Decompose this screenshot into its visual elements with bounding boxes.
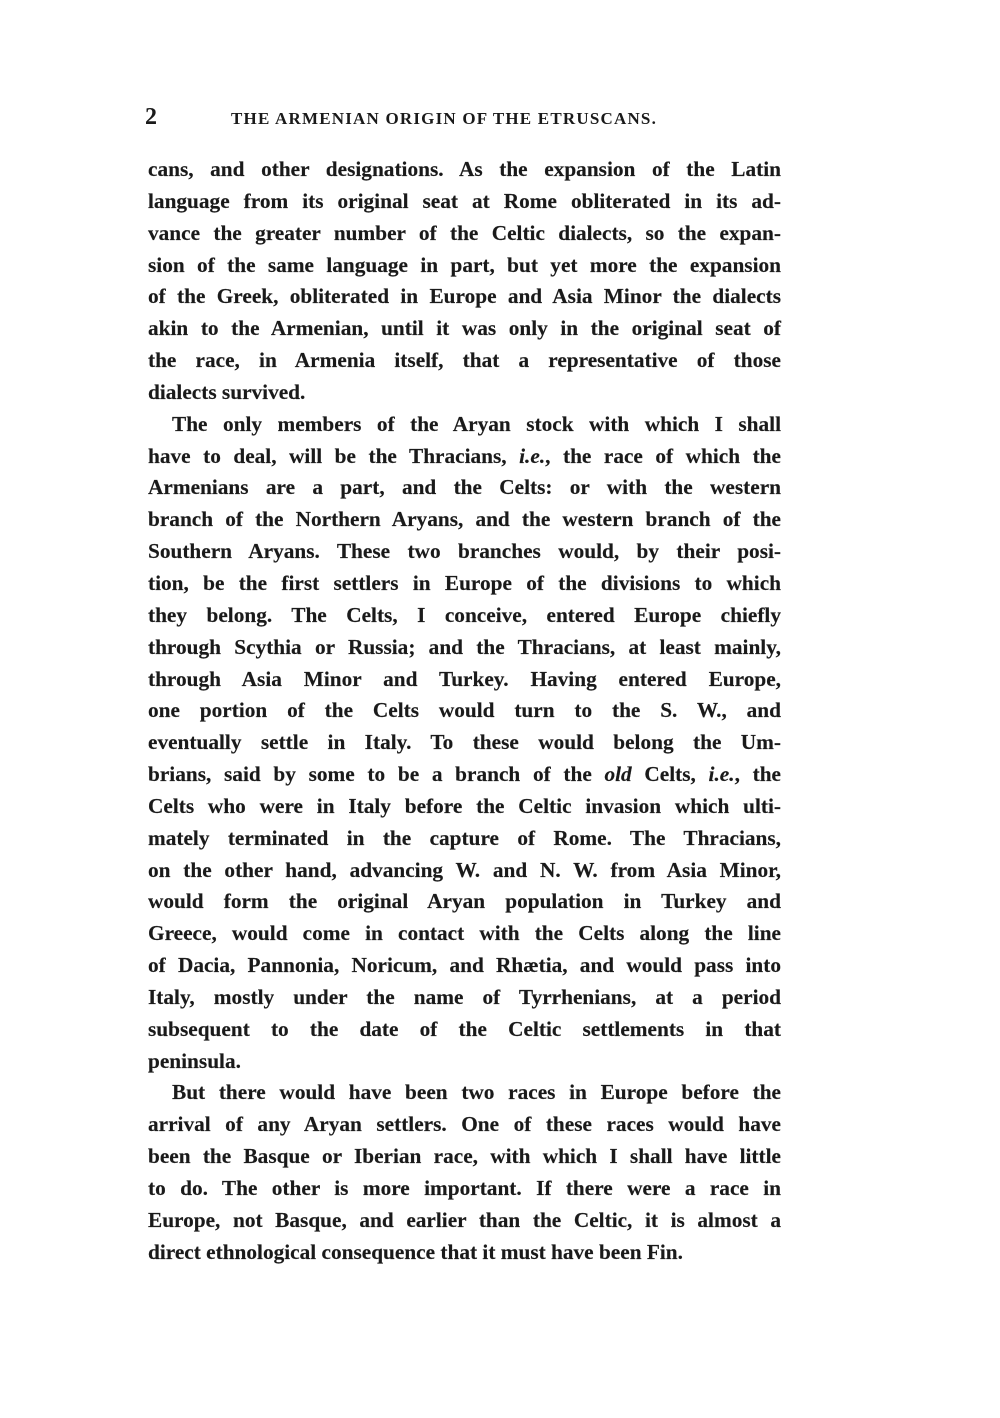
text-segment: of Dacia, Pannonia, Noricum, and Rhætia, and would pass into — [148, 953, 781, 978]
page-body-text — [148, 154, 781, 1269]
text-line — [148, 377, 781, 409]
text-segment: tion, be the first settlers in Europe of the divisions to which — [148, 570, 781, 595]
text-segment: through Scythia or Russia; and the Thracians, at least mainly, — [148, 634, 781, 659]
text-line — [148, 727, 781, 759]
text-segment: Southern Aryans. These two branches would, by their posi- — [148, 539, 781, 564]
text-segment: to do. The other is more important. If there were a race in — [148, 1176, 781, 1200]
text-segment: subsequent to the date of the Celtic settlements in that — [148, 1016, 781, 1041]
text-segment: peninsula. — [148, 1048, 241, 1073]
text-segment: Armenians are a part, and the Celts: or with the western — [148, 475, 781, 500]
text-segment: But there would have been two races in Europe before the — [172, 1080, 781, 1105]
text-line — [148, 281, 781, 313]
text-segment: Italy, mostly under the name of Tyrrhenians, at a period — [148, 984, 781, 1009]
text-line — [148, 154, 781, 186]
text-segment: of the Greek, obliterated in Europe and Asia Minor the dialects — [148, 284, 781, 309]
text-line — [148, 1205, 781, 1237]
italic-segment: i.e. — [708, 762, 735, 787]
text-line — [148, 441, 781, 473]
text-line — [148, 791, 781, 823]
text-segment: Europe, not Basque, and earlier than the Celtic, it is almost a — [148, 1207, 781, 1232]
text-line — [148, 1077, 781, 1109]
text-line — [148, 409, 781, 441]
text-segment: sion of the same language in part, but yet more the expansion — [148, 252, 781, 277]
text-line — [148, 1014, 781, 1046]
text-line — [148, 918, 781, 950]
text-segment: would form the original Aryan population in Turkey and — [148, 889, 781, 914]
text-segment: Greece, would come in contact with the Celts along the line — [148, 921, 781, 946]
text-line — [148, 1046, 781, 1078]
text-line — [148, 536, 781, 568]
text-segment: , the race of which the — [545, 443, 781, 468]
paragraph — [148, 1077, 781, 1268]
text-segment: The only members of the Aryan stock with which I shall — [172, 411, 781, 436]
text-segment: been the Basque or Iberian race, with which I shall have little — [148, 1144, 781, 1169]
text-line — [148, 886, 781, 918]
text-line — [148, 568, 781, 600]
text-line — [148, 345, 781, 377]
text-segment: on the other hand, advancing W. and N. W. from Asia Minor, — [148, 857, 781, 882]
text-line — [148, 600, 781, 632]
text-line — [148, 1141, 781, 1173]
text-line — [148, 1237, 781, 1269]
text-segment: direct ethnological consequence that it must have been Fin. — [148, 1239, 683, 1264]
text-segment: have to deal, will be the Thracians, — [148, 443, 520, 468]
text-segment: dialects survived. — [148, 379, 306, 404]
text-segment: branch of the Northern Aryans, and the western branch of the — [148, 507, 781, 532]
text-line — [148, 695, 781, 727]
text-line — [148, 250, 781, 282]
text-segment: , the — [734, 762, 781, 787]
running-header — [145, 104, 785, 134]
text-segment: brians, said by some to be a branch of the — [148, 762, 605, 787]
text-segment: the race, in Armenia itself, that a representative of those — [148, 348, 781, 373]
paragraph — [148, 409, 781, 1078]
text-line — [148, 504, 781, 536]
text-line — [148, 855, 781, 887]
text-line — [148, 218, 781, 250]
text-segment: eventually settle in Italy. To these would belong the Um- — [148, 730, 781, 755]
italic-segment: old — [604, 762, 632, 787]
page-number: 2 — [145, 104, 157, 130]
text-line — [148, 823, 781, 855]
text-segment: arrival of any Aryan settlers. One of these races would have — [148, 1112, 781, 1137]
text-segment: akin to the Armenian, until it was only in the original seat of — [148, 316, 781, 341]
text-segment: one portion of the Celts would turn to the S. W., and — [148, 698, 781, 723]
running-title: THE ARMENIAN ORIGIN OF THE ETRUSCANS. — [231, 109, 658, 128]
text-line — [148, 472, 781, 504]
text-line — [148, 313, 781, 345]
paragraph — [148, 154, 781, 409]
text-line — [148, 1109, 781, 1141]
text-segment: Celts, — [631, 762, 709, 787]
text-line — [148, 186, 781, 218]
text-segment: they belong. The Celts, I conceive, entered Europe chiefly — [148, 602, 781, 627]
text-segment: through Asia Minor and Turkey. Having entered Europe, — [148, 666, 781, 691]
text-segment: cans, and other designations. As the expansion of the Latin — [148, 157, 781, 181]
italic-segment: i.e. — [519, 443, 546, 468]
text-line — [148, 1173, 781, 1205]
text-segment: vance the greater number of the Celtic dialects, so the expan- — [148, 220, 781, 245]
text-line — [148, 950, 781, 982]
text-segment: Celts who were in Italy before the Celtic invasion which ulti- — [148, 793, 781, 818]
text-segment: mately terminated in the capture of Rome. The Thracians, — [148, 825, 781, 850]
text-line — [148, 664, 781, 696]
text-line — [148, 759, 781, 791]
text-line — [148, 982, 781, 1014]
text-line — [148, 632, 781, 664]
text-segment: language from its original seat at Rome obliterated in its ad- — [148, 188, 781, 213]
